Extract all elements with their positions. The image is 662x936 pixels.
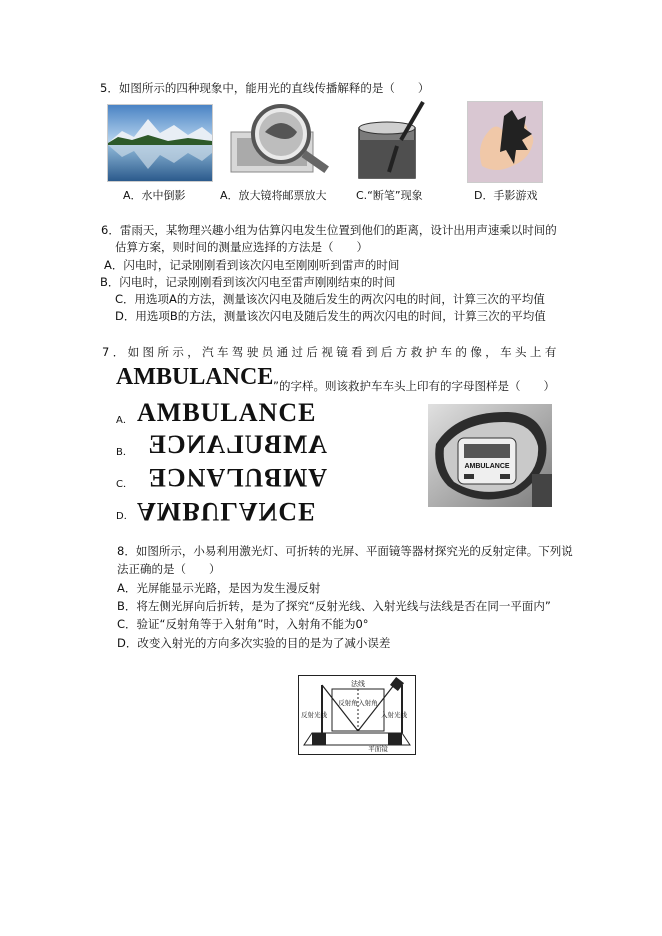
broken-pencil-image [355,100,437,184]
q6-stem-line1: 6．雷雨天，某物理兴趣小组为估算闪电发生位置到他们的距离，设计出用声速乘以时间的 [101,223,557,237]
q7-stem-line1: 7．如图所示，汽车驾驶员通过后视镜看到后方救护车的像，车头上有 [102,345,560,359]
q6-stem-line2: 估算方案，则时间的测量应选择的方法是（ ） [115,240,368,254]
plane-mirror-label: 平面镜 [368,745,388,753]
q8-option-d: D．改变入射光的方向多次实验的目的是为了减小误差 [117,636,391,650]
q8-option-b: B．将左侧光屏向后折转，是为了探究“反射光线、入射光线与法线是否在同一平面内” [117,599,551,613]
q5-option-b: A．放大镜将邮票放大 [220,189,327,202]
magnifier-stamp-image [223,102,335,182]
q7-option-b: AMBULANCE [147,430,327,459]
q6-option-a: A．闪电时，记录刚刚看到该次闪电至刚刚听到雷声的时间 [104,258,400,272]
q7-option-a: AMBULANCE [137,398,317,427]
q5-option-a: A．水中倒影 [123,189,186,202]
incident-ray-label: 入射光线 [381,711,407,719]
q7-label-b: B． [116,447,133,458]
q7-stem-line2: ”的字样。则该救护车车头上印有的字母图样是（ ） [273,379,555,393]
q5-stem: 5．如图所示的四种现象中，能用光的直线传播解释的是（ ） [100,81,430,95]
incidence-angle-label: 入射角 [358,699,378,707]
q7-label-c: C． [116,479,133,490]
reflection-angle-label: 反射角 [338,699,358,707]
lake-reflection-image [107,104,213,182]
q7-big-word: AMBULANCE [116,364,274,390]
q8-option-c: C．验证“反射角等于入射角”时，入射角不能为0° [117,617,369,631]
q8-stem-line2: 法正确的是（ ） [117,562,221,576]
normal-line-label: 法线 [351,680,365,688]
mirror-ambulance-text: AMBULANCE [464,463,510,470]
q8-option-a: A．光屏能显示光路，是因为发生漫反射 [117,581,321,595]
q7-option-c: AMBULANCE [147,463,327,492]
q6-option-d: D．用选项B的方法，测量该次闪电及随后发生的两次闪电的时间，计算三次的平均值 [115,309,546,323]
q8-stem-line1: 8．如图所示，小易利用激光灯、可折转的光屏、平面镜等器材探究光的反射定律。下列说 [117,544,573,558]
q7-label-d: D． [116,511,134,522]
q7-label-a: A． [116,415,133,426]
hand-shadow-image [467,101,543,183]
reflection-experiment-diagram [298,675,416,755]
q6-option-b: B．闪电时，记录刚刚看到该次闪电至雷声刚刚结束的时间 [100,275,396,289]
rear-view-mirror-image [428,404,552,507]
q7-option-d: AMBULANCE [137,497,317,526]
q6-option-c: C．用选项A的方法，测量该次闪电及随后发生的两次闪电的时间，计算三次的平均值 [115,292,545,306]
q5-option-d: D．手影游戏 [474,189,538,202]
q5-option-c: C.“断笔”现象 [356,189,423,202]
reflected-ray-label: 反射光线 [301,711,327,719]
